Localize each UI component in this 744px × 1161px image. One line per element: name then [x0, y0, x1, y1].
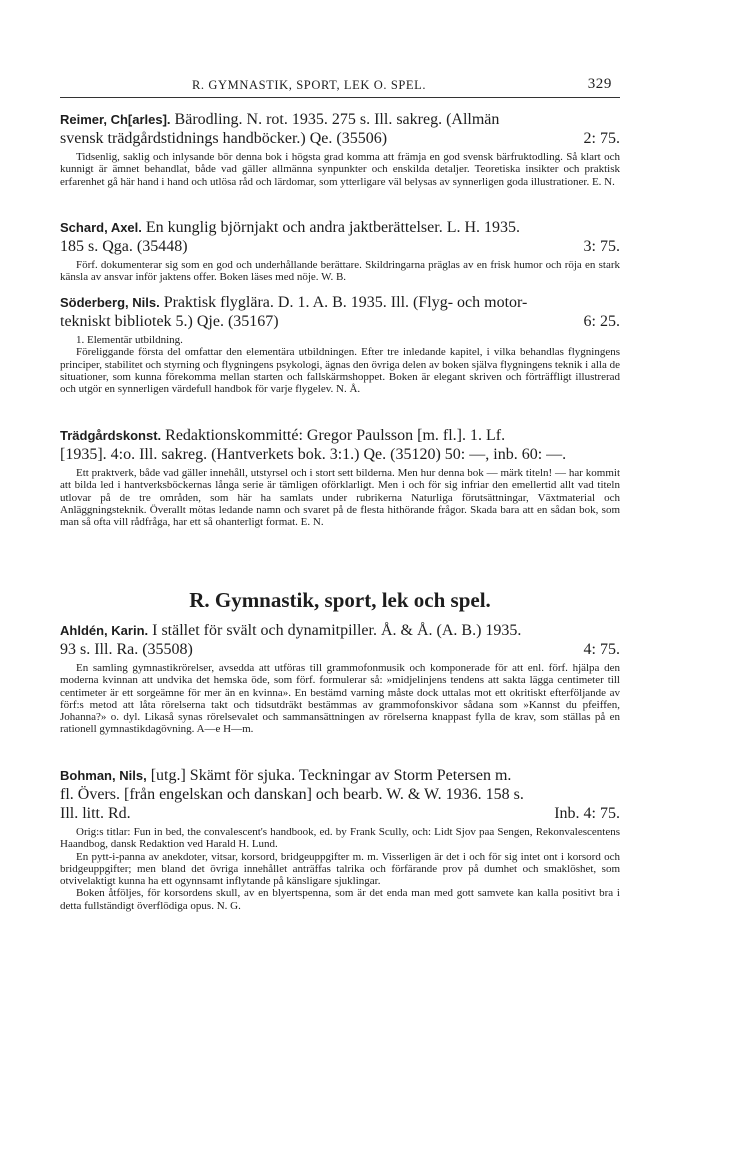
section-title: R. Gymnastik, sport, lek och spel. [189, 588, 491, 612]
entry-tradgardskonst [60, 426, 620, 528]
entry-review: Tidsenlig, saklig och inlysande bör denna bok i högsta grad komma att främja en god svensk bärfruktodling. Så klart och kunnigt är ämnet behandlat, både vad gäller allmänna synpunkter och enskilda detaljer. Teoretiska insikter och praktisk erfarenhet gå här hand i hand och utlösa råd och lärdomar, som ytterligare väl belysas av synnerligen goda illustrationer. E. N. [60, 151, 620, 188]
entry-imprint-line: [1935]. 4:o. Ill. sakreg. (Hantverkets bok. 3:1.) Qe. (35120) 50: —, inb. 60: —. [60, 446, 567, 463]
entry-author: Reimer, Ch[arles]. [60, 112, 171, 127]
entry-imprint-line: 93 s. Ill. Ra. (35508) [60, 641, 193, 658]
entry-title-line: Praktisk flyglära. D. 1. A. B. 1935. Ill. (Flyg- och motor- [163, 294, 528, 311]
entry-soderberg [60, 293, 620, 395]
entry-author: Ahldén, Karin. [60, 623, 149, 638]
entry-price: 3: 75. [583, 238, 620, 255]
entry-review: En pytt-i-panna av anekdoter, vitsar, korsord, bridgeuppgifter m. m. Visserligen är det i och för sig intet ont i korsord och bridgeuppgifter; men bland det övriga innehållet anträffas talrika och förfärande prov på dumhet och smaklöshet, som otvivelaktigt kunna ha ett ogynnsamt inflytande på känsligare sjuklingar. [60, 850, 620, 888]
page-number: 329 [587, 76, 612, 92]
entry-imprint-line: 185 s. Qga. (35448) [60, 238, 188, 255]
entry-subtitle: 1. Elementär utbildning. [76, 334, 183, 346]
entry-author: Trädgårdskonst. [60, 428, 162, 443]
header-title: R. GYMNASTIK, SPORT, LEK O. SPEL. [192, 78, 427, 92]
entry-imprint-line-2: Ill. litt. Rd. [60, 805, 131, 822]
entry-price: 6: 25. [583, 313, 620, 330]
entry-author: Söderberg, Nils. [60, 295, 160, 310]
entry-reimer [60, 110, 620, 188]
entry-original-title: Orig:s titlar: Fun in bed, the convalescent's handbook, ed. by Frank Scully, och: Lidt Sjov paa Sengen, Rekonvalescentens Haandbog, dansk Redaktion ved Harald H. Lund. [60, 826, 620, 851]
entry-review-2: Boken åtföljes, för korsordens skull, av en blyertspenna, som är det enda man med gott samvete kan kalla positivt bra i detta fullständigt överflödiga opus. N. G. [60, 887, 620, 912]
entry-review: Föreliggande första del omfattar den elementära utbildningen. Efter tre inledande kapitel, i vilka behandlas flygningens principer, stabilitet och styrning och flygningens psykologi, ägnas den övriga delen av boken själva flygningens teknik i alla de situationer, som kunna förekomma mellan starten och fallskärmshoppet. Boken är elegant skriven och förträffligt illustrerad och utgör en synnerligen värdefull handbok för varje flygelev. N. Å. [60, 346, 620, 396]
entry-price: 4: 75. [583, 641, 620, 658]
entry-title-line: [utg.] Skämt för sjuka. Teckningar av Storm Petersen m. [150, 767, 512, 784]
entry-title-line: Bärodling. N. rot. 1935. 275 s. Ill. sakreg. (Allmän [174, 111, 500, 128]
entry-author: Schard, Axel. [60, 220, 142, 235]
entry-imprint-line: svensk trädgårdstidnings handböcker.) Qe. (35506) [60, 130, 388, 147]
entry-title-line: Redaktionskommitté: Gregor Paulsson [m. fl.]. 1. Lf. [165, 427, 506, 444]
entry-bohman [60, 766, 620, 912]
entry-review: Ett praktverk, både vad gäller innehåll, utstyrsel och i stort sett bilderna. Men hur denna bok — märk titeln! — har kommit att bilda led i hantverksböckernas långa serie är tämligen oförklarligt. Men i och för sig infriar den emellertid allt vad titeln utlovar på de tre områden, som här ha samlats under rubrikerna Naturliga förutsättningar, Växtmaterial och Anläggningsteknik. Överallt mötas ledande namn och svaret på de flesta hithörande frågor. Skada bara att en sådan bok, som man så ofta vill rådfråga, har ett så ohanterligt format. E. N. [60, 467, 620, 529]
entry-price: Inb. 4: 75. [554, 805, 620, 822]
entry-review: Förf. dokumenterar sig som en god och underhållande berättare. Skildringarna präglas av en frisk humor och röja en stark känsla av ansvar inför jaktens offer. Boken läses med nöje. W. B. [60, 259, 620, 284]
entry-schard [60, 218, 620, 284]
entry-price: 2: 75. [583, 130, 620, 147]
entry-author: Bohman, Nils, [60, 768, 147, 783]
entry-imprint-line: fl. Övers. [från engelskan och danskan] och bearb. W. & W. 1936. 158 s. [60, 786, 524, 803]
entry-title-line: En kunglig björnjakt och andra jaktberättelser. L. H. 1935. [145, 219, 521, 236]
entry-review: En samling gymnastikrörelser, avsedda att utföras till grammofonmusik och komponerade för att enl. förf. hjälpa den moderna kvinnan att undvika det hemska öde, som förf. formulerar så: »midjelinjens tendens att sakta lägga centimeter till centimeter är ett sorgeämne för mer än en kvinna». En bestämd varning måste dock uttalas mot ett okritiskt efterföljande av förf:s metod att låta rörelserna takt och tidsutdräkt bestämmas av grammofonskivor sådana som »Kannst du pfeiffen, Johanna?» o. dyl. Likaså synas rörelsevalet och sammansättningen av rörelserna knappast fylla de krav, som ställas på en rationell gymnastikdagövning. A—e H—m. [60, 662, 620, 736]
header-rule [60, 97, 620, 98]
entry-ahlden [60, 621, 620, 736]
entry-imprint-line: tekniskt bibliotek 5.) Qje. (35167) [60, 313, 279, 330]
entry-title-line: I stället för svält och dynamitpiller. Å. & Å. (A. B.) 1935. [152, 622, 522, 639]
